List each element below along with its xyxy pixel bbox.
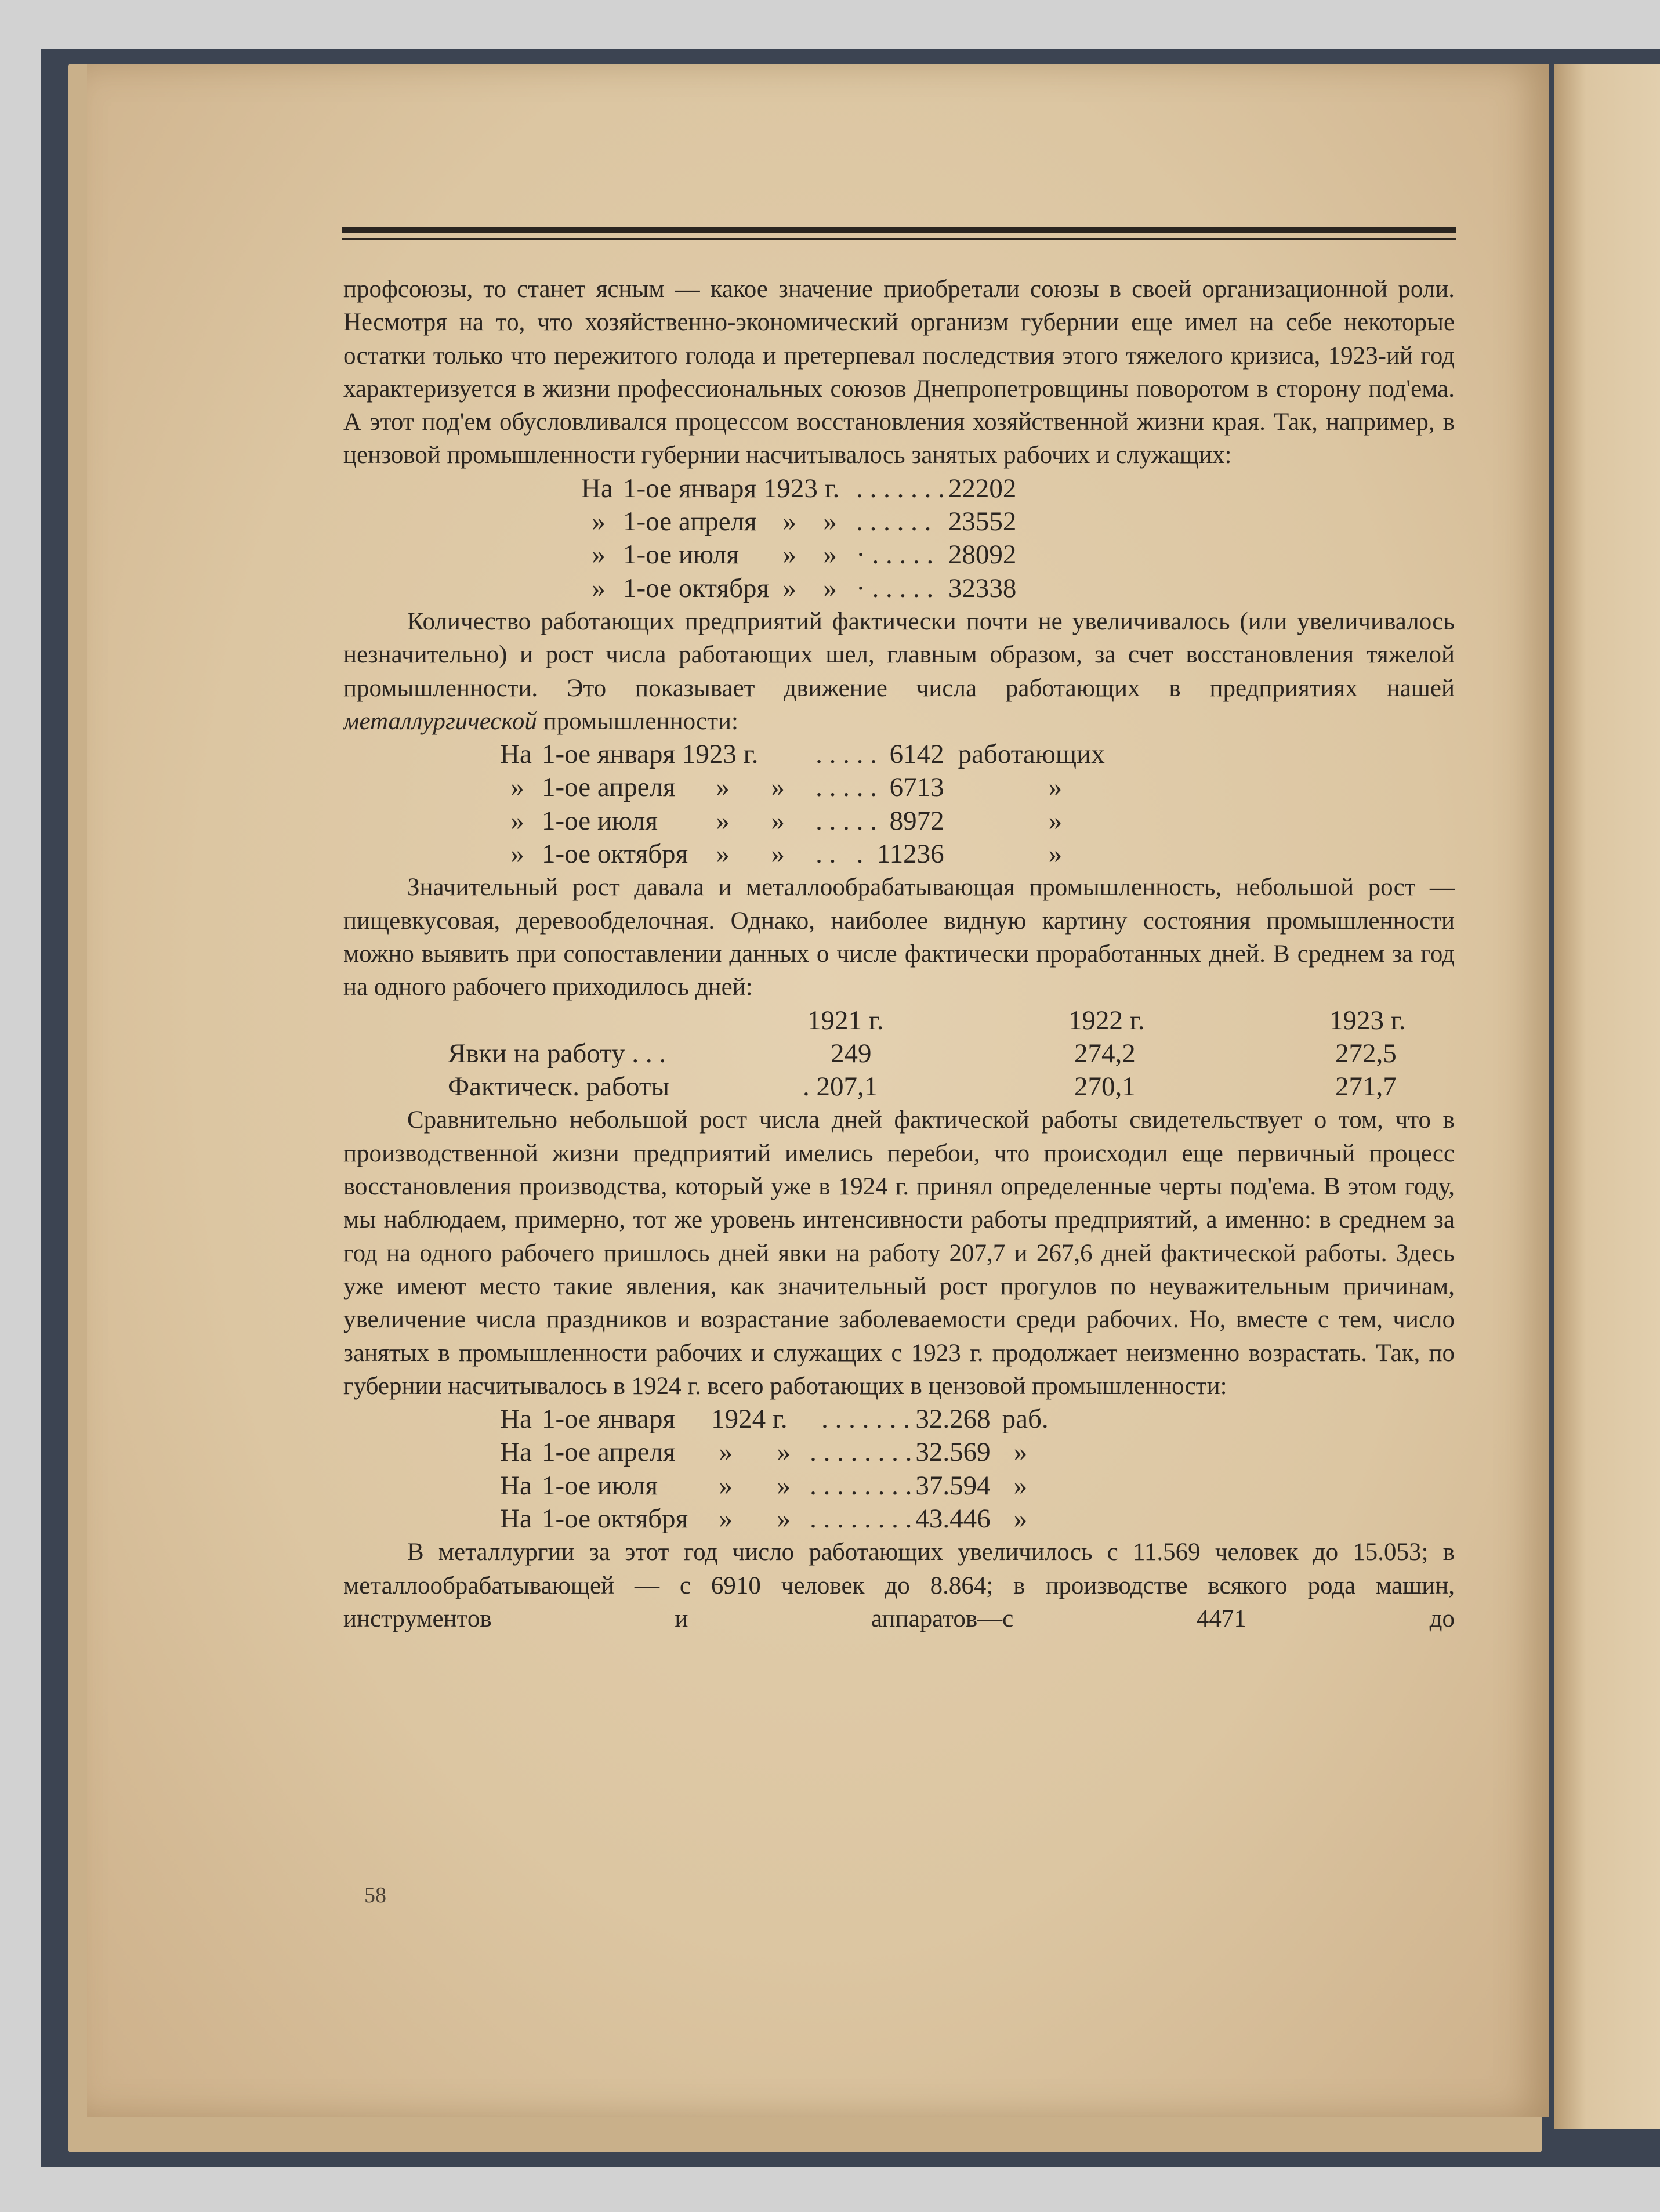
table-row: На 1-ое января 1923 г. . . . . . . . 22202 <box>581 473 1017 504</box>
table-row: На 1-ое октября » » . . . . . . . . 43.446 » <box>500 1503 1028 1534</box>
table-row: На 1-ое января 1923 г. . . . . . 6142 работающих <box>500 739 1105 770</box>
paragraph-5: В металлургии за этот год число работающих увеличилось с 11.569 человек до 15.053; в металлообрабатывающей — с 6910 человек до 8.864; в производстве всякого рода машин, инструментов и аппаратов—с 4471 до <box>343 1538 1455 1632</box>
table-row: » 1-ое июля » » . . . . . 8972 » <box>510 805 1063 836</box>
table-row: Явки на работу . . . 249 274,2 272,5 <box>448 1038 1397 1069</box>
page-number: 58 <box>364 1883 386 1907</box>
table-row: » 1-ое апреля » » . . . . . . 23552 <box>592 506 1017 537</box>
table-row: » 1-ое октября » » . . . 11236 » <box>510 839 1063 870</box>
table-row: На 1-ое июля » » . . . . . . . . 37.594 » <box>500 1470 1028 1501</box>
table-row: На 1-ое января 1924 г. . . . . . . . 32.268 раб. <box>500 1404 1049 1435</box>
header-rule-thin <box>342 238 1456 240</box>
paragraph-1: профсоюзы, то станет ясным — какое значение приобретали союзы в своей организационной роли. Несмотря на то, что хозяйственно-экономический организм губернии еще имел на себе некоторые остатки только что пережитого голода и претерпевал последствия этого тяжелого кризиса, 1923-ий год характеризуется в жизни профессиональных союзов Днепропетровщины поворотом в сторону под'ема. А этот под'ем обусловливался процессом восстановления хозяйственной жизни края. Так, например, в цензовой промышленности губернии насчитывалось занятых рабочих и служащих: <box>343 276 1455 469</box>
table-row: » 1-ое июля » » · . . . . . 28092 <box>592 540 1017 570</box>
page-body <box>343 273 1455 1635</box>
header-rule-thick <box>342 227 1456 233</box>
table-row: На 1-ое апреля » » . . . . . . . . 32.569 » <box>500 1437 1028 1468</box>
metallurgy-workers-table <box>500 738 1105 871</box>
paragraph-3: Значительный рост давала и металлообрабатывающая промышленность, небольшой рост — пищевкусовая, деревообделочная. Однако, наиболее видную картину состояния промышленности можно выявить при сопоставлении данных о числе фактически проработанных дней. В среднем за год на одного рабочего приходилось дней: <box>343 874 1455 1001</box>
workers-1923-table <box>581 472 1016 605</box>
facing-page-edge <box>1554 64 1660 2129</box>
table-row: » 1-ое октября » » · . . . . . 32338 <box>592 573 1017 603</box>
table-row: Фактическ. работы . 207,1 270,1 271,7 <box>448 1071 1397 1102</box>
paragraph-2: Количество работающих предприятий фактически почти не увеличивалось (или увеличивалось незначительно) и рост числа работающих шел, главным образом, за счет восстановления тяжелой промышленности. Это показывает движение числа работающих в предприятиях нашей металлургической промышленности: <box>343 607 1455 735</box>
table-row: » 1-ое апреля » » . . . . . 6713 » <box>510 772 1063 803</box>
paragraph-4: Сравнительно небольшой рост числа дней фактической работы свидетельствует о том, что в производственной жизни предприятий имелись перебои, что происходил еще первичный процесс восстановления производства, который уже в 1924 г. принял определенные черты под'ема. В этом году, мы наблюдаем, примерно, тот же уровень интенсивности работы предприятий, а именно: в среднем за год на одного рабочего пришлось дней явки на работу 207,7 и 267,6 дней фактической работы. Здесь уже имеют место такие явления, как значительный рост прогулов по неуважительным причинам, увеличение числа праздников и возрастание заболеваемости среди рабочих. Но, вместе с тем, число занятых в промышленности рабочих и служащих с 1923 г. продолжает неизменно возрастать. Так, по губернии насчитывалось в 1924 г. всего работающих в цензовой промышленности: <box>343 1106 1455 1400</box>
table-header-row: 1921 г. 1922 г. 1923 г. <box>807 1005 1406 1036</box>
working-days-table <box>448 1004 1405 1104</box>
workers-1924-table <box>500 1403 1049 1536</box>
